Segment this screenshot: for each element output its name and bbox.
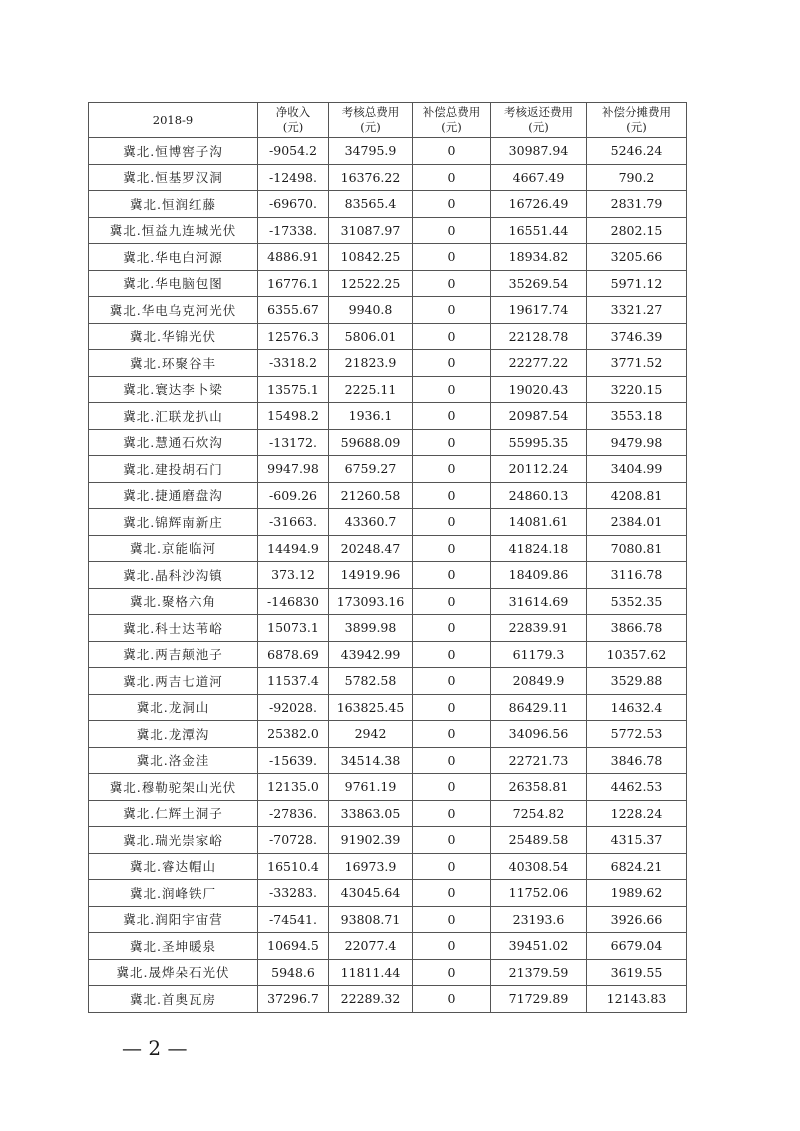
refund-fee-cell: 14081.61 [491,509,587,536]
station-name-cell: 冀北.聚格六角 [89,588,258,615]
station-name-cell: 冀北.晶科沙沟镇 [89,562,258,589]
share-fee-cell: 2802.15 [587,217,687,244]
table-row [89,721,687,748]
station-name-cell: 冀北.首奥瓦房 [89,986,258,1013]
net-income-cell: 25382.0 [258,721,329,748]
share-fee-cell: 2831.79 [587,191,687,218]
assessment-fee-cell: 6759.27 [329,456,413,483]
refund-fee-cell: 22277.22 [491,350,587,377]
share-fee-cell: 3404.99 [587,456,687,483]
column-header [258,103,329,138]
net-income-cell: 10694.5 [258,933,329,960]
station-name-cell: 冀北.两吉颠池子 [89,641,258,668]
station-name-cell: 冀北.润阳宇宙营 [89,906,258,933]
station-name-cell: 冀北.汇联龙扒山 [89,403,258,430]
refund-fee-cell: 22128.78 [491,323,587,350]
column-header-title: 考核返还费用 [504,105,573,119]
refund-fee-cell: 61179.3 [491,641,587,668]
station-name-cell: 冀北.晟烨朵石光伏 [89,959,258,986]
compensation-fee-cell: 0 [413,959,491,986]
net-income-cell: 12135.0 [258,774,329,801]
compensation-fee-cell: 0 [413,297,491,324]
assessment-fee-cell: 3899.98 [329,615,413,642]
net-income-cell: -12498. [258,164,329,191]
table-row [89,191,687,218]
assessment-fee-cell: 2942 [329,721,413,748]
refund-fee-cell: 31614.69 [491,588,587,615]
compensation-fee-cell: 0 [413,138,491,165]
share-fee-cell: 1989.62 [587,880,687,907]
share-fee-cell: 3553.18 [587,403,687,430]
column-header [329,103,413,138]
share-fee-cell: 3619.55 [587,959,687,986]
column-header [413,103,491,138]
assessment-fee-cell: 5806.01 [329,323,413,350]
net-income-cell: -146830 [258,588,329,615]
compensation-fee-cell: 0 [413,482,491,509]
compensation-fee-cell: 0 [413,244,491,271]
station-name-cell: 冀北.环聚谷丰 [89,350,258,377]
share-fee-cell: 6824.21 [587,853,687,880]
share-fee-cell: 3529.88 [587,668,687,695]
compensation-fee-cell: 0 [413,270,491,297]
refund-fee-cell: 20849.9 [491,668,587,695]
refund-fee-cell: 24860.13 [491,482,587,509]
station-name-cell: 冀北.龙洞山 [89,694,258,721]
net-income-cell: 6355.67 [258,297,329,324]
compensation-fee-cell: 0 [413,986,491,1013]
column-header [587,103,687,138]
refund-fee-cell: 20112.24 [491,456,587,483]
share-fee-cell: 1228.24 [587,800,687,827]
share-fee-cell: 3846.78 [587,747,687,774]
refund-fee-cell: 40308.54 [491,853,587,880]
column-header-title: 补偿分摊费用 [602,105,671,119]
station-name-cell: 冀北.建投胡石门 [89,456,258,483]
table-row [89,244,687,271]
assessment-fee-cell: 93808.71 [329,906,413,933]
station-name-cell: 冀北.睿达帽山 [89,853,258,880]
assessment-fee-cell: 10842.25 [329,244,413,271]
table-row [89,747,687,774]
table-row [89,986,687,1013]
compensation-fee-cell: 0 [413,350,491,377]
refund-fee-cell: 11752.06 [491,880,587,907]
page-number: — 2 — [122,1036,188,1060]
refund-fee-cell: 16551.44 [491,217,587,244]
assessment-fee-cell: 34795.9 [329,138,413,165]
refund-fee-cell: 39451.02 [491,933,587,960]
compensation-fee-cell: 0 [413,191,491,218]
compensation-fee-cell: 0 [413,933,491,960]
table-row [89,880,687,907]
refund-fee-cell: 25489.58 [491,827,587,854]
share-fee-cell: 5352.35 [587,588,687,615]
assessment-fee-cell: 21260.58 [329,482,413,509]
compensation-fee-cell: 0 [413,906,491,933]
compensation-fee-cell: 0 [413,641,491,668]
refund-fee-cell: 41824.18 [491,535,587,562]
assessment-fee-cell: 22289.32 [329,986,413,1013]
refund-fee-cell: 26358.81 [491,774,587,801]
net-income-cell: -27836. [258,800,329,827]
station-name-cell: 冀北.圣坤暖泉 [89,933,258,960]
compensation-fee-cell: 0 [413,588,491,615]
column-header-unit: (元) [528,120,549,134]
assessment-fee-cell: 173093.16 [329,588,413,615]
share-fee-cell: 3866.78 [587,615,687,642]
assessment-fee-cell: 16376.22 [329,164,413,191]
refund-fee-cell: 71729.89 [491,986,587,1013]
compensation-fee-cell: 0 [413,535,491,562]
table-row [89,694,687,721]
refund-fee-cell: 16726.49 [491,191,587,218]
net-income-cell: -17338. [258,217,329,244]
table-header [89,103,687,138]
compensation-fee-cell: 0 [413,694,491,721]
net-income-cell: 16510.4 [258,853,329,880]
net-income-cell: 9947.98 [258,456,329,483]
refund-fee-cell: 35269.54 [491,270,587,297]
compensation-fee-cell: 0 [413,456,491,483]
assessment-fee-cell: 59688.09 [329,429,413,456]
table-row [89,827,687,854]
refund-fee-cell: 19617.74 [491,297,587,324]
compensation-fee-cell: 0 [413,376,491,403]
station-name-cell: 冀北.穆勒驼架山光伏 [89,774,258,801]
net-income-cell: 13575.1 [258,376,329,403]
column-header-unit: (元) [626,120,647,134]
assessment-fee-cell: 9761.19 [329,774,413,801]
table-row [89,456,687,483]
share-fee-cell: 790.2 [587,164,687,191]
station-name-cell: 冀北.洛金洼 [89,747,258,774]
net-income-cell: -9054.2 [258,138,329,165]
table-body [89,138,687,1013]
assessment-fee-cell: 5782.58 [329,668,413,695]
assessment-fee-cell: 16973.9 [329,853,413,880]
settlement-table [88,102,687,1013]
compensation-fee-cell: 0 [413,403,491,430]
compensation-fee-cell: 0 [413,429,491,456]
table-row [89,668,687,695]
refund-fee-cell: 30987.94 [491,138,587,165]
share-fee-cell: 5772.53 [587,721,687,748]
table-row [89,350,687,377]
assessment-fee-cell: 22077.4 [329,933,413,960]
assessment-fee-cell: 20248.47 [329,535,413,562]
share-fee-cell: 3220.15 [587,376,687,403]
station-name-cell: 冀北.寰达李卜梁 [89,376,258,403]
assessment-fee-cell: 43942.99 [329,641,413,668]
station-name-cell: 冀北.京能临河 [89,535,258,562]
net-income-cell: 12576.3 [258,323,329,350]
net-income-cell: -69670. [258,191,329,218]
compensation-fee-cell: 0 [413,747,491,774]
period-header: 2018-9 [89,103,258,138]
net-income-cell: -609.26 [258,482,329,509]
assessment-fee-cell: 91902.39 [329,827,413,854]
station-name-cell: 冀北.两吉七道河 [89,668,258,695]
table-row [89,138,687,165]
share-fee-cell: 3321.27 [587,297,687,324]
station-name-cell: 冀北.华电乌克河光伏 [89,297,258,324]
net-income-cell: 37296.7 [258,986,329,1013]
table-row [89,906,687,933]
net-income-cell: -33283. [258,880,329,907]
compensation-fee-cell: 0 [413,164,491,191]
refund-fee-cell: 22839.91 [491,615,587,642]
station-name-cell: 冀北.科士达苇峪 [89,615,258,642]
station-name-cell: 冀北.恒基罗汉洞 [89,164,258,191]
table-row [89,800,687,827]
column-header-title: 净收入 [275,105,311,119]
net-income-cell: -74541. [258,906,329,933]
refund-fee-cell: 23193.6 [491,906,587,933]
column-header [491,103,587,138]
station-name-cell: 冀北.恒润红藤 [89,191,258,218]
compensation-fee-cell: 0 [413,509,491,536]
net-income-cell: 11537.4 [258,668,329,695]
compensation-fee-cell: 0 [413,774,491,801]
refund-fee-cell: 4667.49 [491,164,587,191]
station-name-cell: 冀北.仁辉土洞子 [89,800,258,827]
compensation-fee-cell: 0 [413,668,491,695]
share-fee-cell: 3116.78 [587,562,687,589]
refund-fee-cell: 21379.59 [491,959,587,986]
table-row [89,403,687,430]
station-name-cell: 冀北.锦辉南新庄 [89,509,258,536]
net-income-cell: 373.12 [258,562,329,589]
share-fee-cell: 3746.39 [587,323,687,350]
compensation-fee-cell: 0 [413,217,491,244]
net-income-cell: -92028. [258,694,329,721]
table-row [89,615,687,642]
share-fee-cell: 3926.66 [587,906,687,933]
table-row [89,774,687,801]
station-name-cell: 冀北.慧通石炊沟 [89,429,258,456]
refund-fee-cell: 19020.43 [491,376,587,403]
refund-fee-cell: 22721.73 [491,747,587,774]
table-row [89,482,687,509]
assessment-fee-cell: 163825.45 [329,694,413,721]
column-header-unit: (元) [360,120,381,134]
refund-fee-cell: 7254.82 [491,800,587,827]
assessment-fee-cell: 9940.8 [329,297,413,324]
net-income-cell: 15498.2 [258,403,329,430]
share-fee-cell: 2384.01 [587,509,687,536]
refund-fee-cell: 20987.54 [491,403,587,430]
station-name-cell: 冀北.捷通磨盘沟 [89,482,258,509]
refund-fee-cell: 86429.11 [491,694,587,721]
station-name-cell: 冀北.华电脑包图 [89,270,258,297]
assessment-fee-cell: 43360.7 [329,509,413,536]
table-row [89,588,687,615]
net-income-cell: 15073.1 [258,615,329,642]
assessment-fee-cell: 31087.97 [329,217,413,244]
table-row [89,959,687,986]
assessment-fee-cell: 43045.64 [329,880,413,907]
column-header-unit: (元) [441,120,462,134]
station-name-cell: 冀北.恒博窖子沟 [89,138,258,165]
share-fee-cell: 6679.04 [587,933,687,960]
station-name-cell: 冀北.华电白河源 [89,244,258,271]
station-name-cell: 冀北.龙潭沟 [89,721,258,748]
net-income-cell: -13172. [258,429,329,456]
table-row [89,509,687,536]
table-row [89,297,687,324]
table-row [89,429,687,456]
column-header-title: 考核总费用 [341,105,400,119]
table-row [89,562,687,589]
net-income-cell: -15639. [258,747,329,774]
share-fee-cell: 3205.66 [587,244,687,271]
compensation-fee-cell: 0 [413,615,491,642]
table-row [89,270,687,297]
column-header-unit: (元) [282,120,304,134]
refund-fee-cell: 55995.35 [491,429,587,456]
assessment-fee-cell: 2225.11 [329,376,413,403]
refund-fee-cell: 18934.82 [491,244,587,271]
column-header-title: 补偿总费用 [422,105,481,119]
compensation-fee-cell: 0 [413,721,491,748]
compensation-fee-cell: 0 [413,323,491,350]
table-row [89,217,687,244]
table-row [89,933,687,960]
assessment-fee-cell: 11811.44 [329,959,413,986]
station-name-cell: 冀北.润峰铁厂 [89,880,258,907]
table-row [89,853,687,880]
share-fee-cell: 7080.81 [587,535,687,562]
share-fee-cell: 5971.12 [587,270,687,297]
refund-fee-cell: 34096.56 [491,721,587,748]
share-fee-cell: 12143.83 [587,986,687,1013]
net-income-cell: 4886.91 [258,244,329,271]
table-row [89,164,687,191]
compensation-fee-cell: 0 [413,827,491,854]
assessment-fee-cell: 33863.05 [329,800,413,827]
compensation-fee-cell: 0 [413,880,491,907]
net-income-cell: -70728. [258,827,329,854]
station-name-cell: 冀北.瑞光崇家峪 [89,827,258,854]
assessment-fee-cell: 12522.25 [329,270,413,297]
station-name-cell: 冀北.恒益九连城光伏 [89,217,258,244]
compensation-fee-cell: 0 [413,853,491,880]
share-fee-cell: 4208.81 [587,482,687,509]
assessment-fee-cell: 14919.96 [329,562,413,589]
assessment-fee-cell: 1936.1 [329,403,413,430]
share-fee-cell: 4315.37 [587,827,687,854]
assessment-fee-cell: 21823.9 [329,350,413,377]
table-row [89,376,687,403]
table-row [89,535,687,562]
share-fee-cell: 5246.24 [587,138,687,165]
assessment-fee-cell: 34514.38 [329,747,413,774]
net-income-cell: -31663. [258,509,329,536]
compensation-fee-cell: 0 [413,800,491,827]
compensation-fee-cell: 0 [413,562,491,589]
station-name-cell: 冀北.华锦光伏 [89,323,258,350]
assessment-fee-cell: 83565.4 [329,191,413,218]
net-income-cell: 6878.69 [258,641,329,668]
share-fee-cell: 9479.98 [587,429,687,456]
refund-fee-cell: 18409.86 [491,562,587,589]
table-row [89,641,687,668]
net-income-cell: 14494.9 [258,535,329,562]
table-row [89,323,687,350]
net-income-cell: 16776.1 [258,270,329,297]
share-fee-cell: 3771.52 [587,350,687,377]
net-income-cell: -3318.2 [258,350,329,377]
share-fee-cell: 10357.62 [587,641,687,668]
share-fee-cell: 14632.4 [587,694,687,721]
net-income-cell: 5948.6 [258,959,329,986]
share-fee-cell: 4462.53 [587,774,687,801]
